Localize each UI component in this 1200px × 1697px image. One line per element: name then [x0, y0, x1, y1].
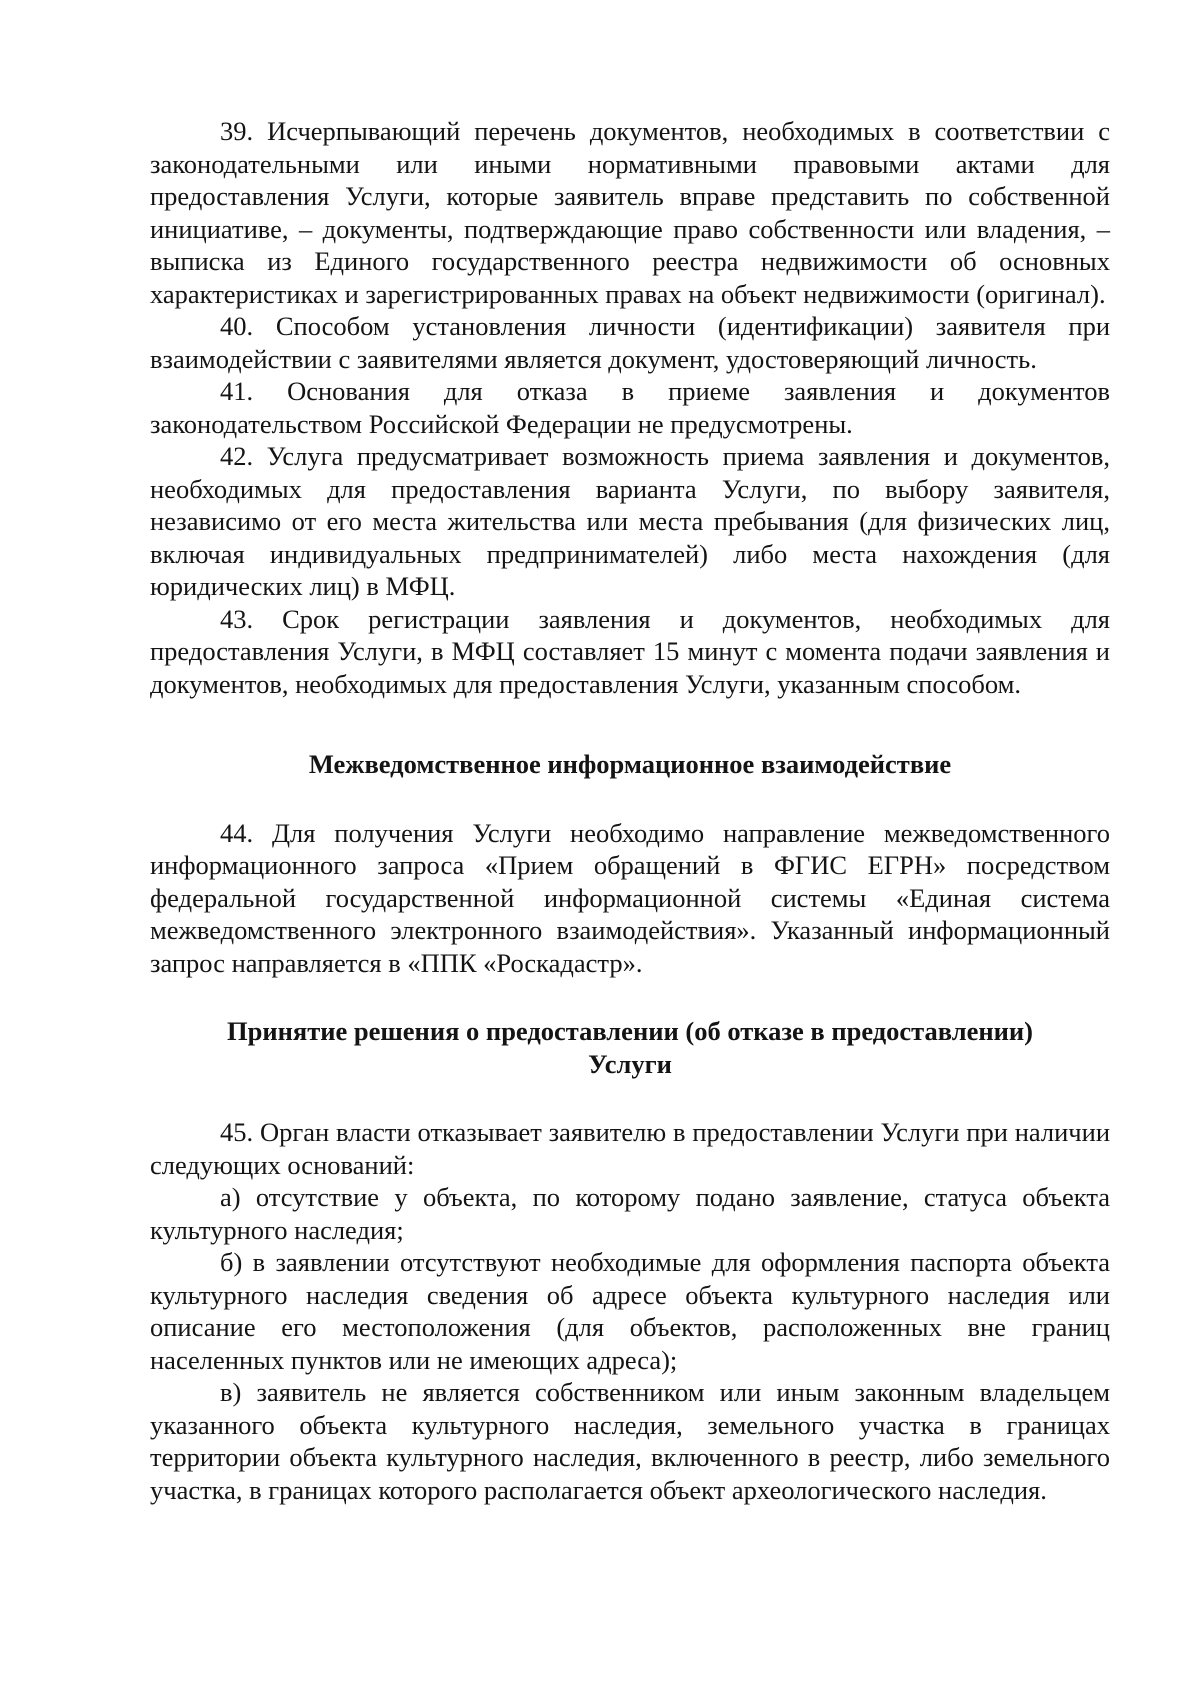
section-heading-decision-line1: Принятие решения о предоставлении (об отказе в предоставлении)	[227, 1016, 1033, 1046]
paragraph-41: 41. Основания для отказа в приеме заявления и документов законодательством Российской Федерации не предусмотрены.	[150, 376, 1110, 439]
paragraph-44: 44. Для получения Услуги необходимо направление межведомственного информационного запроса «Прием обращений в ФГИС ЕГРН» посредством федеральной государственной информационной системы «Единая система межведомственного электронного взаимодействия». Указанный информационный запрос направляется в «ППК «Роскадастр».	[150, 817, 1110, 978]
paragraph-45: 45. Орган власти отказывает заявителю в предоставлении Услуги при наличии следующих оснований:	[150, 1117, 1110, 1180]
section-gap	[150, 1080, 1110, 1116]
section-heading-decision-line2: Услуги	[588, 1048, 672, 1079]
paragraph-43: 43. Срок регистрации заявления и документов, необходимых для предоставления Услуги, в МФЦ составляет 15 минут с момента подачи заявления и документов, необходимых для предоставления Услуги, указанным способом.	[150, 603, 1110, 699]
section-gap	[150, 700, 1110, 748]
paragraph-45-b: б) в заявлении отсутствуют необходимые для оформления паспорта объекта культурного наследия сведения об адресе объекта культурного наследия или описание его местоположения (для объектов, расположенных вне границ населенных пунктов или не имеющих адреса);	[150, 1247, 1110, 1375]
paragraph-45-c: в) заявитель не является собственником или иным законным владельцем указанного объекта культурного наследия, земельного участка в границах территории объекта культурного наследия, включенного в реестр, либо земельного участка, в границах которого располагается объект археологического наследия.	[150, 1377, 1110, 1505]
document-body	[150, 115, 1110, 1506]
section-heading-interagency: Межведомственное информационное взаимодействие	[308, 749, 952, 779]
paragraph-39: 39. Исчерпывающий перечень документов, необходимых в соответствии с законодательными или иными нормативными правовыми актами для предоставления Услуги, которые заявитель вправе представить по собственной инициативе, – документы, подтверждающие право собственности или владения, – выписка из Единого государственного реестра недвижимости об основных характеристиках и зарегистрированных правах на объект недвижимости (оригинал).	[150, 116, 1110, 309]
paragraph-42: 42. Услуга предусматривает возможность приема заявления и документов, необходимых для предоставления варианта Услуги, по выбору заявителя, независимо от его места жительства или места пребывания (для физических лиц, включая индивидуальных предпринимателей) либо места нахождения (для юридических лиц) в МФЦ.	[150, 441, 1110, 601]
paragraph-40: 40. Способом установления личности (идентификации) заявителя при взаимодействии с заявителями является документ, удостоверяющий личность.	[150, 311, 1110, 374]
section-gap	[150, 979, 1110, 1015]
section-gap	[150, 781, 1110, 817]
paragraph-45-a: а) отсутствие у объекта, по которому подано заявление, статуса объекта культурного наследия;	[150, 1182, 1110, 1245]
section-heading-decision	[150, 1015, 1110, 1080]
